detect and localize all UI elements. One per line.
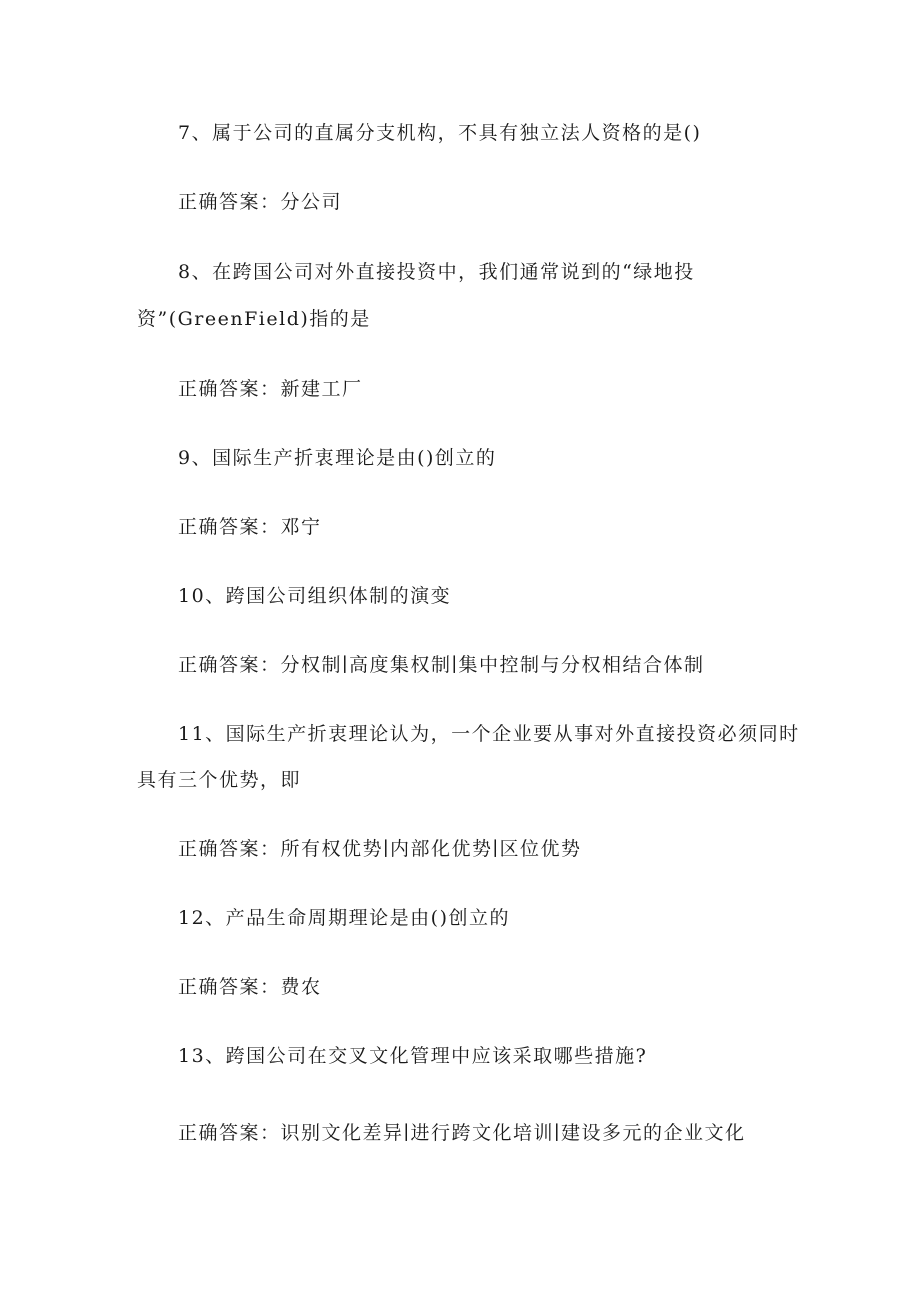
answer-8: 正确答案：新建工厂 [178,378,363,400]
question-8-line-2: 资”(GreenField)指的是 [137,308,371,330]
question-10: 10、跨国公司组织体制的演变 [178,585,452,607]
answer-10: 正确答案：分权制∣高度集权制∣集中控制与分权相结合体制 [178,654,705,676]
question-13: 13、跨国公司在交叉文化管理中应该采取哪些措施? [178,1045,648,1067]
question-11-line-1: 11、国际生产折衷理论认为，一个企业要从事对外直接投资必须同时 [178,723,800,745]
answer-7: 正确答案：分公司 [178,191,343,213]
answer-9: 正确答案：邓宁 [178,516,322,538]
question-8-line-1: 8、在跨国公司对外直接投资中，我们通常说到的“绿地投 [178,261,695,283]
question-11-line-2: 具有三个优势，即 [137,769,302,791]
answer-11: 正确答案：所有权优势∣内部化优势∣区位优势 [178,838,582,860]
question-12: 12、产品生命周期理论是由()创立的 [178,907,511,929]
answer-12: 正确答案：费农 [178,976,322,998]
question-7: 7、属于公司的直属分支机构，不具有独立法人资格的是() [178,122,702,144]
question-9: 9、国际生产折衷理论是由()创立的 [178,447,497,469]
answer-13: 正确答案：识别文化差异∣进行跨文化培训∣建设多元的企业文化 [178,1122,746,1144]
